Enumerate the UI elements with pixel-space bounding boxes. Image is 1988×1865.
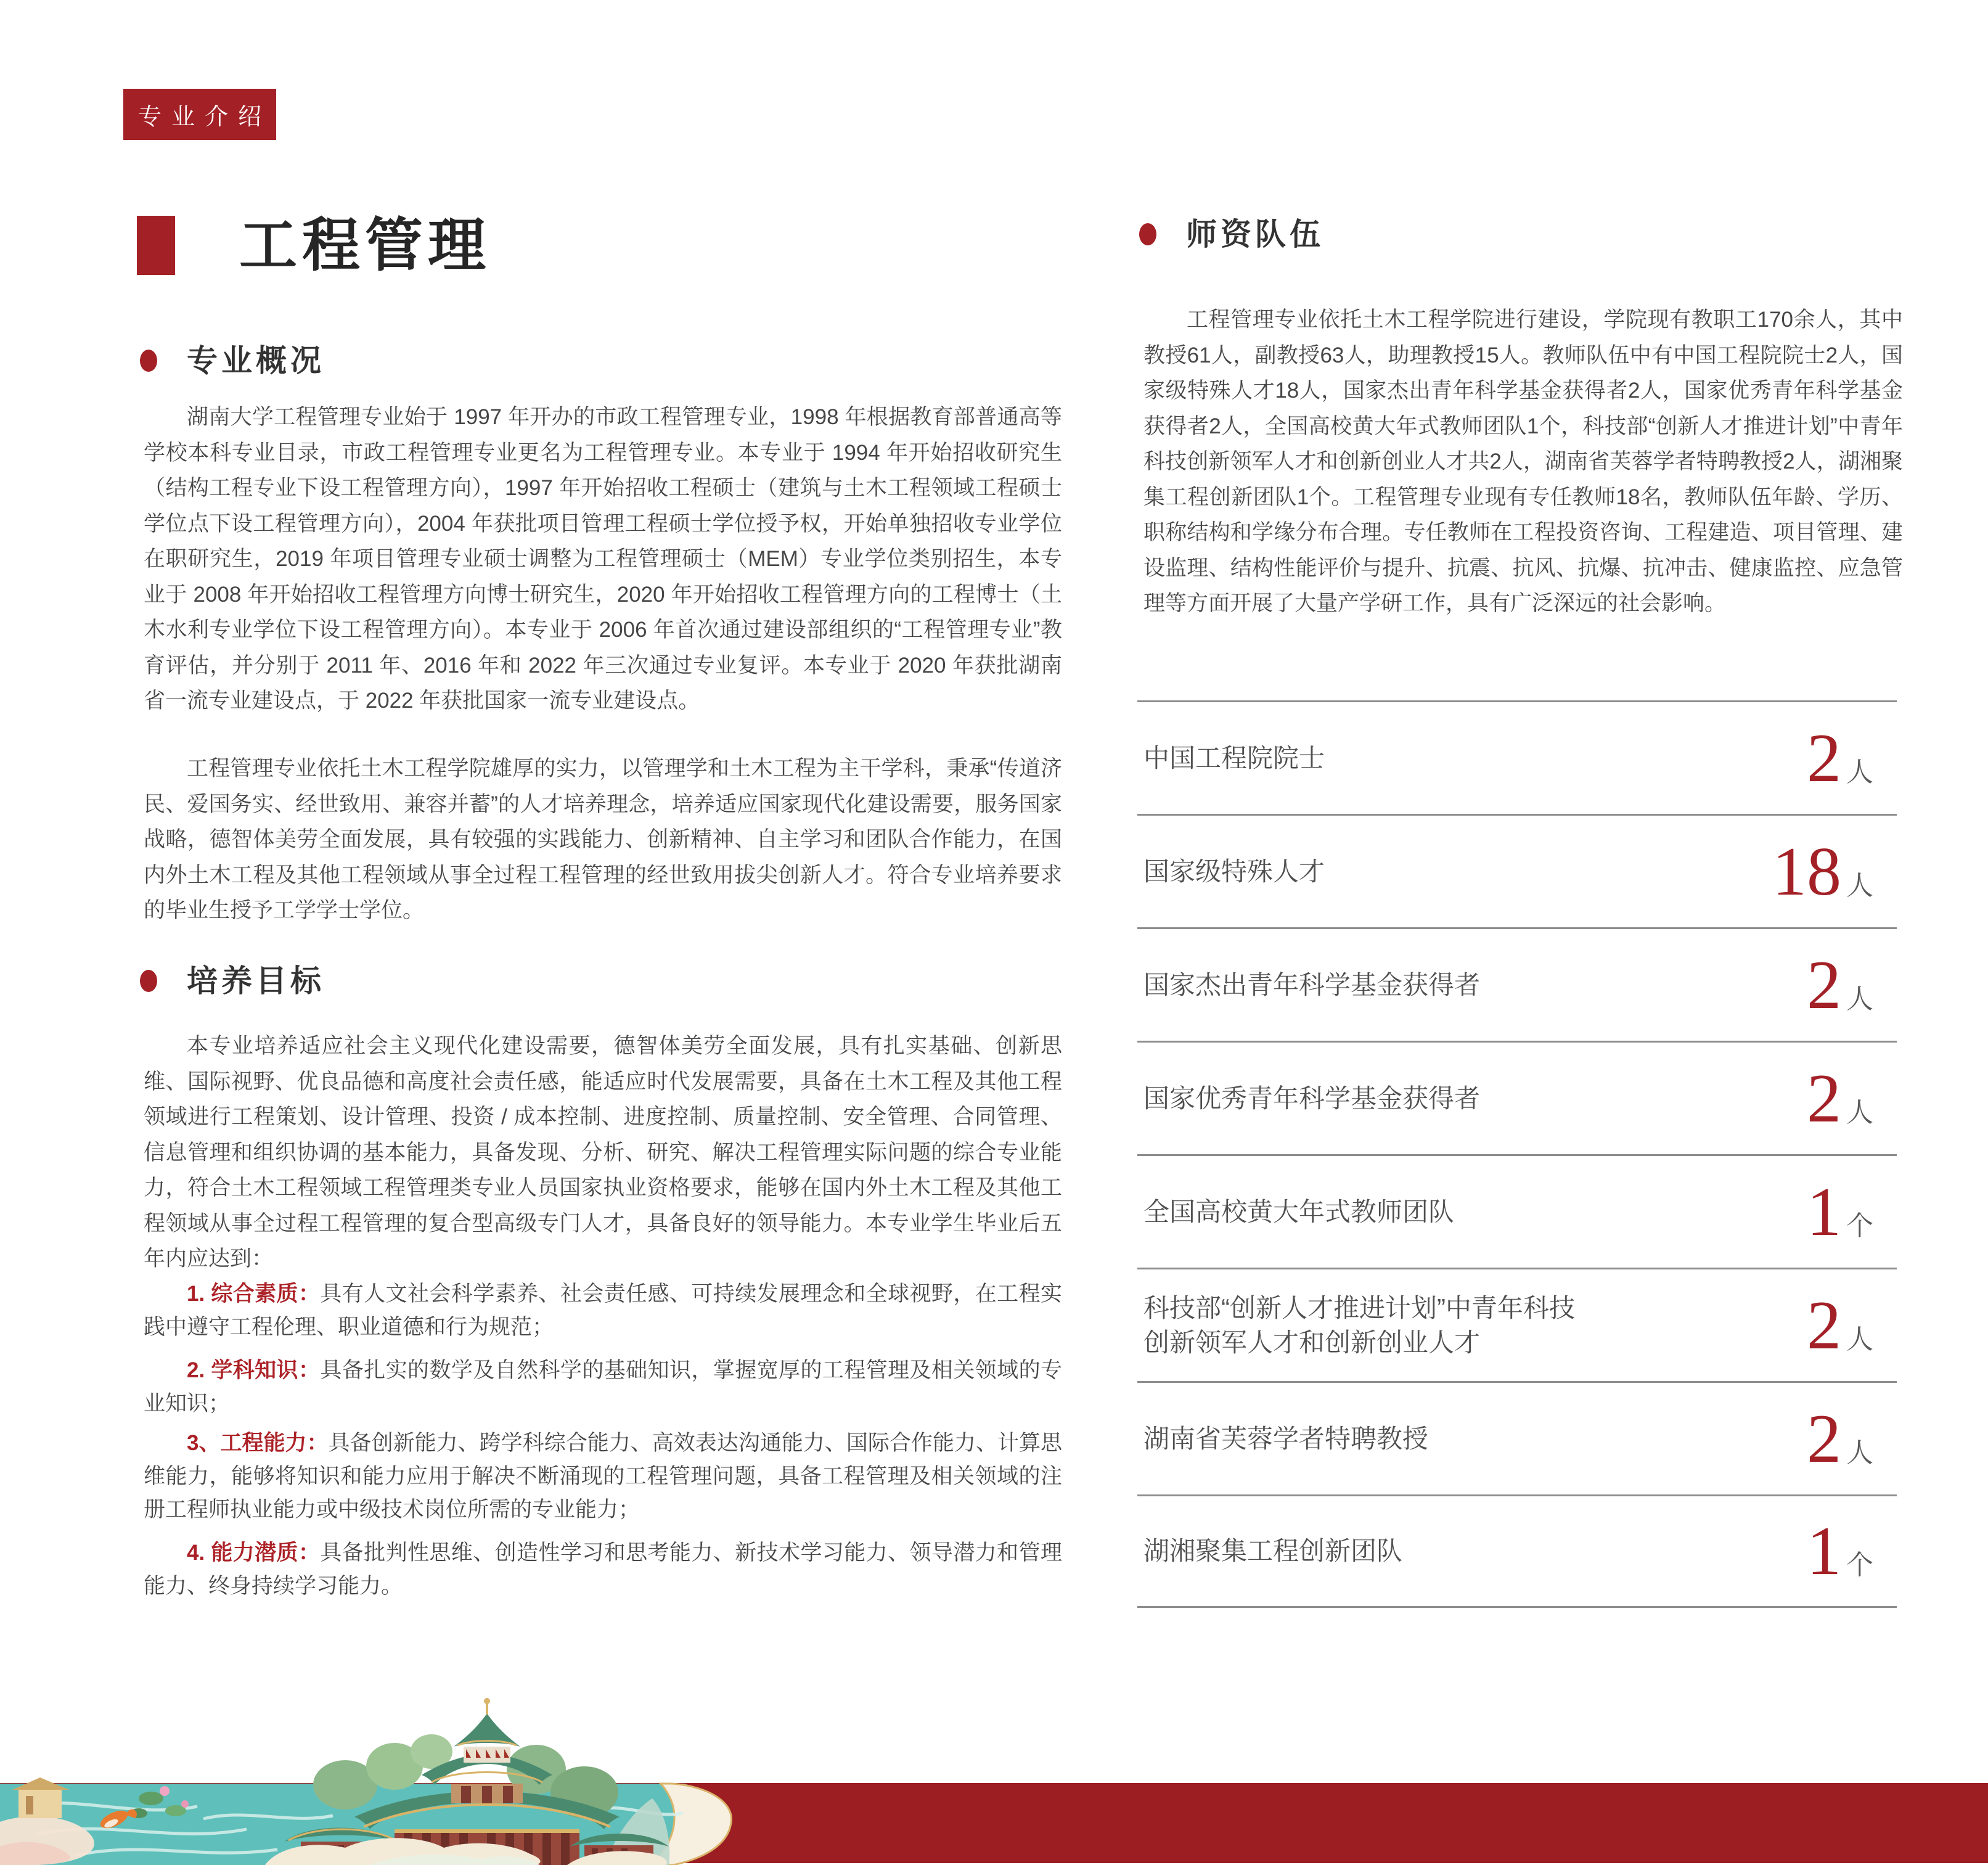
stat-number: 2 — [1807, 1400, 1841, 1477]
goal-item-label: 4. 能力潜质： — [187, 1541, 321, 1565]
page-title: 工程管理 — [239, 213, 491, 277]
goal-item-text: 具备创新能力、跨学科综合能力、高效表达沟通能力、国际合作能力、计算思维能力，能够将知识和能力应用于解决不断涌现的工程管理问题，具备工程管理及相关领域的注册工程师执业能力或中级技术岗位所需的专业能力； — [144, 1431, 1062, 1522]
category-tag: 专业介绍 — [123, 89, 276, 140]
goal-item-text: 具备扎实的数学及自然科学的基础知识，掌握宽厚的工程管理及相关领域的专业知识； — [144, 1358, 1062, 1416]
stat-value — [1807, 1287, 1873, 1364]
stat-unit: 人 — [1846, 1437, 1873, 1468]
goal-item-label: 2. 学科知识： — [187, 1358, 321, 1382]
section-heading-faculty — [1139, 219, 1324, 250]
stat-number: 2 — [1807, 1060, 1841, 1137]
stat-row — [1137, 1154, 1897, 1268]
stat-value — [1807, 719, 1873, 797]
stat-label: 中国工程院院士 — [1143, 743, 1325, 773]
stat-label: 国家优秀青年科学基金获得者 — [1143, 1083, 1481, 1113]
stat-unit: 个 — [1846, 1210, 1873, 1241]
bullet-dot-icon — [140, 970, 157, 992]
stat-number: 2 — [1807, 946, 1841, 1023]
goal-item — [144, 1536, 1062, 1603]
section-title: 专业概况 — [187, 343, 325, 378]
goal-item-label: 1. 综合素质： — [187, 1282, 321, 1306]
stat-row — [1137, 927, 1897, 1041]
stat-value — [1807, 1400, 1873, 1477]
goal-item — [144, 1277, 1062, 1344]
stat-unit: 人 — [1846, 983, 1873, 1014]
goal-item — [144, 1354, 1062, 1420]
stat-row — [1137, 700, 1897, 814]
stat-row — [1137, 1494, 1897, 1608]
bullet-dot-icon — [140, 350, 157, 372]
stat-unit: 人 — [1846, 1097, 1873, 1128]
campus-illustration — [0, 1692, 783, 1865]
stat-value — [1772, 833, 1873, 910]
goal-item — [144, 1427, 1062, 1527]
stat-unit: 个 — [1846, 1550, 1873, 1580]
stat-label: 湖南省芙蓉学者特聘教授 — [1143, 1424, 1429, 1453]
stat-unit: 人 — [1846, 1324, 1873, 1355]
title-square-marker — [137, 216, 175, 275]
bullet-dot-icon — [1139, 223, 1156, 245]
stat-unit: 人 — [1846, 870, 1873, 901]
stat-number: 1 — [1807, 1513, 1841, 1589]
stat-label: 科技部“创新人才推进计划”中青年科技创新领军人才和创新创业人才 — [1143, 1293, 1575, 1357]
stat-value — [1807, 1060, 1873, 1137]
stat-label: 全国高校黄大年式教师团队 — [1143, 1197, 1455, 1226]
faculty-paragraph: 工程管理专业依托土木工程学院进行建设，学院现有教职工170余人，其中教授61人，副教授63人，助理教授15人。教师队伍中有中国工程院院士2人，国家级特殊人才18人，国家杰出青年科学基金获得者2人，国家优秀青年科学基金获得者2人，全国高校黄大年式教师团队1个，科技部“创新人才推进计划”中青年科技创新领军人才和创新创业人才共2人，湖南省芙蓉学者特聘教授2人，湖湘聚集工程创新团队1个。工程管理专业现有专任教师18名，教师队伍年龄、学历、职称结构和学缘分布合理。专任教师在工程投资咨询、工程建造、项目管理、建设监理、结构性能评价与提升、抗震、抗风、抗爆、抗冲击、健康监控、应急管理等方面开展了大量产学研工作，具有广泛深远的社会影响。 — [1143, 308, 1903, 615]
goal-item-label: 3、工程能力： — [187, 1431, 329, 1455]
stat-number: 2 — [1807, 1287, 1841, 1364]
section-title: 师资队伍 — [1186, 217, 1324, 252]
stat-label: 国家级特殊人才 — [1143, 856, 1325, 886]
stat-unit: 人 — [1846, 756, 1873, 787]
stat-number: 1 — [1807, 1173, 1841, 1250]
goals-intro-paragraph: 本专业培养适应社会主义现代化建设需要，德智体美劳全面发展，具有扎实基础、创新思维、国际视野、优良品德和高度社会责任感，能适应时代发展需要，具备在土木工程及其他工程领域进行工程策划、设计管理、投资 / 成本控制、进度控制、质量控制、安全管理、合同管理、信息管理和组织协调的基本能力，具备发现、分析、研究、解决工程管理实际问题的综合专业能力，符合土木工程领域工程管理类专业人员国家执业资格要求，能够在国内外土木工程及其他工程领域从事全过程工程管理的复合型高级专门人才，具备良好的领导能力。本专业学生毕业后五年内应达到： — [144, 1034, 1062, 1271]
section-title: 培养目标 — [187, 964, 325, 998]
section-heading-overview — [140, 345, 325, 376]
stat-row — [1137, 1381, 1897, 1494]
stat-row — [1137, 1041, 1897, 1154]
stat-label: 湖湘聚集工程创新团队 — [1143, 1536, 1403, 1565]
stat-number: 18 — [1772, 833, 1841, 910]
title-row — [137, 213, 491, 277]
stat-row — [1137, 1268, 1897, 1381]
goal-item-text: 具备批判性思维、创造性学习和思考能力、新技术学习能力、领导潜力和管理能力、终身持续学习能力。 — [144, 1541, 1062, 1598]
stat-value — [1807, 1513, 1873, 1589]
stat-value — [1807, 1173, 1873, 1250]
stat-number: 2 — [1807, 719, 1841, 797]
faculty-stats-table — [1137, 700, 1897, 1608]
stat-label: 国家杰出青年科学基金获得者 — [1143, 970, 1481, 999]
stat-value — [1807, 946, 1873, 1023]
goal-item-text: 具有人文社会科学素养、社会责任感、可持续发展理念和全球视野，在工程实践中遵守工程伦理、职业道德和行为规范； — [144, 1282, 1062, 1339]
overview-paragraph-1: 湖南大学工程管理专业始于 1997 年开办的市政工程管理专业，1998 年根据教育部普通高等学校本科专业目录，市政工程管理专业更名为工程管理专业。本专业于 1994 年开始招收研究生（结构工程专业下设工程管理方向），1997 年开始招收工程硕士（建筑与土木工程领域工程硕士学位点下设工程管理方向），2004 年获批项目管理工程硕士学位授予权，开始单独招收专业学位在职研究生，2019 年项目管理专业硕士调整为工程管理硕士（MEM）专业学位类别招生，本专业于 2008 年开始招收工程管理方向博士研究生，2020 年开始招收工程管理方向的工程博士（土木水利专业学位下设工程管理方向）。本专业于 2006 年首次通过建设部组织的“工程管理专业”教育评估，并分别于 2011 年、2016 年和 2022 年三次通过专业复评。本专业于 2020 年获批湖南省一流专业建设点，于 2022 年获批国家一流专业建设点。 — [144, 405, 1062, 713]
overview-paragraph-2: 工程管理专业依托土木工程学院雄厚的实力，以管理学和土木工程为主干学科，秉承“传道济民、爱国务实、经世致用、兼容并蓄”的人才培养理念，培养适应国家现代化建设需要，服务国家战略，德智体美劳全面发展，具有较强的实践能力、创新精神、自主学习和团队合作能力，在国内外土木工程及其他工程领域从事全过程工程管理的经世致用拔尖创新人才。符合专业培养要求的毕业生授予工学学士学位。 — [144, 756, 1062, 922]
stat-row — [1137, 814, 1897, 927]
section-heading-goals — [140, 965, 325, 996]
